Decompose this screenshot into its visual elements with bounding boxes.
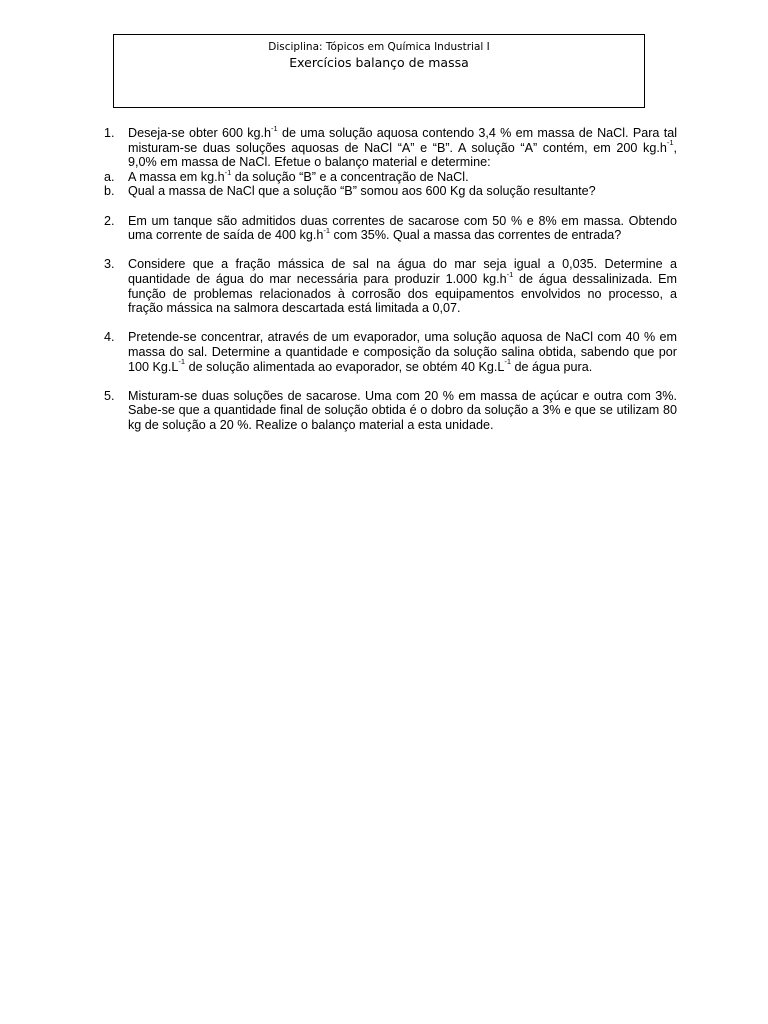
subquestion-a [104, 167, 677, 185]
text-segment: Deseja-se obter 600 kg.h [128, 126, 272, 140]
question-number: 1. [104, 126, 115, 140]
question-3 [104, 257, 677, 315]
superscript: -1 [224, 167, 232, 177]
superscript: -1 [506, 269, 514, 279]
exercise-list [104, 123, 678, 447]
text-segment: de solução alimentada ao evaporador, se obtém 40 Kg.L [185, 359, 505, 374]
subquestion-b [104, 184, 677, 199]
document-subtitle: Exercícios balanço de massa [289, 55, 469, 70]
subquestion-text [128, 167, 677, 185]
question-text: Misturam-se duas soluções de sacarose. Uma com 20 % em massa de açúcar e outra com 3%. Sabe-se que a quantidade final de solução obtida é o dobro da solução a 3% e que se utilizam 80 kg de solução a 20 %. Realize o balanço material a esta unidade. [128, 388, 677, 432]
subquestion-letter: b. [104, 184, 115, 199]
superscript: -1 [323, 225, 331, 235]
question-2 [104, 214, 677, 243]
text-segment: da solução “B” e a concentração de NaCl. [231, 169, 469, 184]
question-number: 5. [104, 388, 115, 403]
question-1 [104, 123, 678, 170]
superscript: -1 [504, 357, 512, 367]
text-segment: Pretende-se concentrar, através de um evaporador, uma solução aquosa de NaCl com 40 % em massa do sal. Determine a quantidade e composição da solução salina obtida, sabendo que por 100 Kg.L [128, 330, 677, 374]
text-segment: , 9,0% em massa de NaCl. Efetue o balanço material e determine: [128, 140, 677, 170]
question-body [128, 123, 678, 170]
superscript: -1 [271, 123, 278, 133]
question-5 [104, 389, 677, 433]
question-number: 2. [104, 213, 115, 228]
question-body [128, 257, 677, 315]
subquestion-text: Qual a massa de NaCl que a solução “B” somou aos 600 Kg da solução resultante? [128, 184, 596, 199]
question-body [128, 330, 677, 374]
question-text [128, 123, 678, 170]
question-text [128, 257, 677, 315]
discipline-title: Disciplina: Tópicos em Química Industrial I [268, 41, 490, 53]
text-segment: de água pura. [511, 359, 593, 374]
text-segment: Em um tanque são admitidos duas correntes de sacarose com 50 % e 8% em massa. Obtendo uma corrente de saída de 400 kg.h [128, 213, 677, 243]
question-body [128, 214, 677, 243]
question-4 [104, 330, 677, 374]
header-box [113, 34, 645, 108]
question-number: 4. [104, 330, 115, 345]
superscript: -1 [666, 138, 674, 148]
text-segment: de uma solução aquosa contendo 3,4 % em massa de NaCl. Para tal misturam-se duas soluções aquosas de NaCl “A” e “B”. A solução “A” contém, em 200 kg.h [128, 126, 678, 155]
question-number: 3. [104, 257, 115, 272]
text-segment: Considere que a fração mássica de sal na água do mar seja igual a 0,035. Determine a quantidade de água do mar necessária para produzir 1.000 kg.h [128, 257, 677, 286]
superscript: -1 [178, 357, 186, 367]
question-text [128, 330, 677, 374]
subquestion-list [104, 167, 677, 199]
text-segment: com 35%. Qual a massa das correntes de entrada? [330, 228, 622, 243]
question-body [128, 389, 677, 433]
subquestion-letter: a. [104, 169, 115, 184]
text-segment: A massa em kg.h [128, 169, 225, 184]
text-segment: de água dessalinizada. Em função de problemas relacionados à corrosão dos equipamentos envolvidos no processo, a fração mássica na salmora descartada está limitada a 0,07. [128, 271, 677, 316]
question-text [128, 214, 677, 243]
